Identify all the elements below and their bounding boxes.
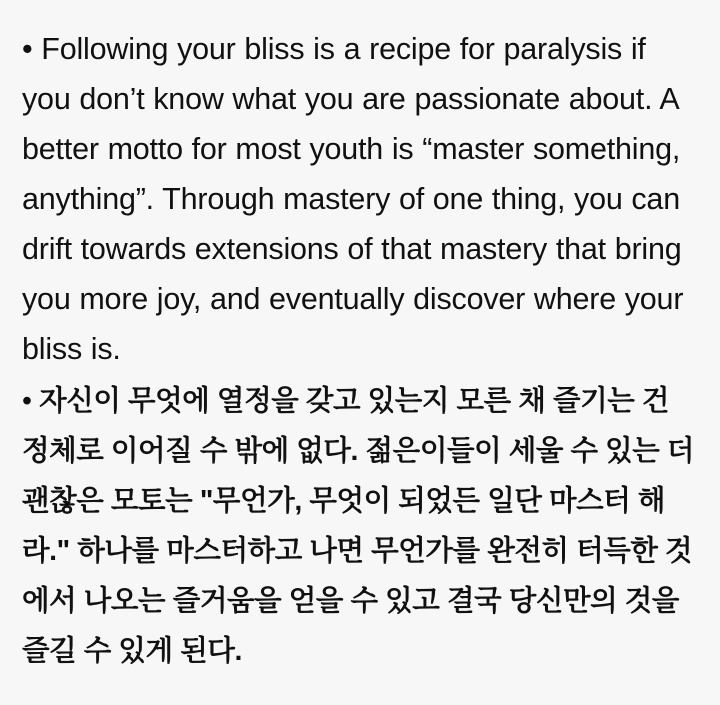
bullet-icon-korean: •: [22, 385, 32, 417]
paragraph-english-text: Following your bliss is a recipe for paralysis if you don’t know what you are passionate about. A better motto for most youth is “master something, anything”. Through mastery of one thing, you can drift towards extensions of that mastery that bring you more joy, and eventually discover where your bliss is.: [22, 32, 684, 366]
paragraph-english: [22, 24, 698, 374]
paragraph-korean: [22, 376, 698, 676]
bullet-icon: •: [22, 32, 33, 66]
paragraph-korean-text: 자신이 무엇에 열정을 갖고 있는지 모른 채 즐기는 건 정체로 이어질 수 밖에 없다. 젊은이들이 세울 수 있는 더 괜찮은 모토는 "무언가, 무엇이 되었든 일단 마스터 해라." 하나를 마스터하고 나면 무언가를 완전히 터득한 것에서 나오는 즐거움을 얻을 수 있고 결국 당신만의 것을 즐길 수 있게 된다.: [22, 385, 695, 667]
